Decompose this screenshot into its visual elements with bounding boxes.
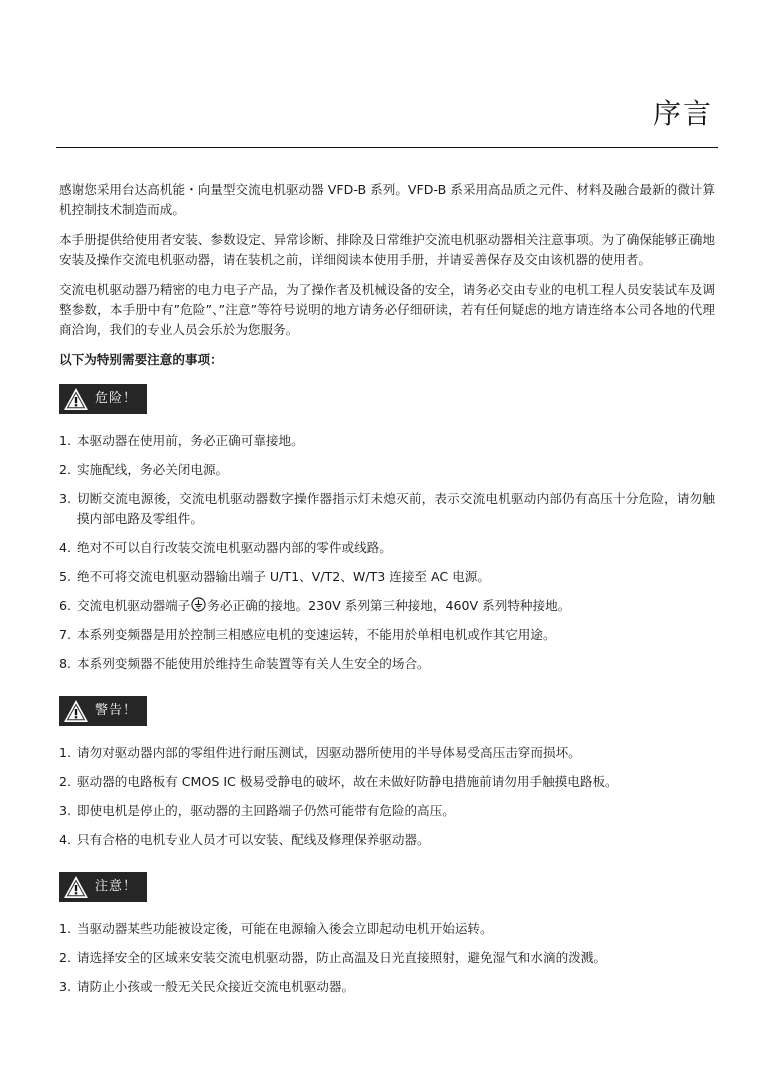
item-text: 实施配线，务必关闭电源。	[77, 462, 229, 477]
intro-paragraph: 交流电机驱动器乃精密的电力电子产品，为了操作者及机械设备的安全，请务必交由专业的电机工程人员安装试车及调整参数，本手册中有”危险”、”注意”等符号说明的地方请务必仔细研读，若有任何疑虑的地方请连络本公司各地的代理商洽询，我们的专业人员会乐於为您服务。	[59, 282, 715, 337]
notice-heading: 以下为特别需要注意的事项：	[59, 352, 223, 367]
item-text: 切断交流电源後，交流电机驱动器数字操作器指示灯未熄灭前，表示交流电机驱动内部仍有高压十分危险，请勿触摸内部电路及零组件。	[77, 491, 715, 526]
item-text: 即使电机是停止的，驱动器的主回路端子仍然可能带有危险的高压。	[77, 803, 455, 818]
item-number: 4.	[59, 540, 72, 555]
item-number: 7.	[59, 627, 72, 642]
item-text: 交流电机驱动器端子	[77, 598, 191, 613]
item-text: 只有合格的电机专业人员才可以安装、配线及修理保养驱动器。	[77, 832, 430, 847]
item-text: 请选择安全的区域来安装交流电机驱动器，防止高温及日光直接照射，避免湿气和水滴的泼溅。	[77, 950, 606, 965]
list-item	[59, 977, 715, 997]
title-divider	[56, 147, 718, 148]
list-item	[59, 567, 715, 587]
page-title: 序言	[652, 97, 713, 130]
list-item	[59, 948, 715, 968]
caution-badge	[59, 872, 147, 902]
item-number: 3.	[59, 803, 72, 818]
item-number: 8.	[59, 656, 72, 671]
list-item	[59, 743, 715, 763]
item-text: 本驱动器在使用前，务必正确可靠接地。	[77, 433, 304, 448]
list-item	[59, 489, 715, 529]
warning-triangle-icon	[63, 875, 89, 899]
list-item	[59, 772, 715, 792]
item-number: 1.	[59, 433, 72, 448]
item-number: 5.	[59, 569, 72, 584]
intro-paragraph: 感谢您采用台达高机能・向量型交流电机驱动器 VFD-B 系列。VFD-B 系采用高品质之元件、材料及融合最新的微计算机控制技术制造而成。	[59, 182, 715, 217]
intro-paragraph: 本手册提供给使用者安装、参数设定、异常诊断、排除及日常维护交流电机驱动器相关注意事项。为了确保能够正确地安装及操作交流电机驱动器，请在装机之前，详细阅读本使用手册，并请妥善保存及交由该机器的使用者。	[59, 232, 715, 267]
list-item	[59, 830, 715, 850]
warning-label: 警告！	[95, 703, 138, 718]
item-text: 务必正确的接地。230V 系列第三种接地，460V 系列特种接地。	[207, 598, 571, 613]
item-number: 2.	[59, 462, 72, 477]
item-text: 驱动器的电路板有 CMOS IC 极易受静电的破坏，故在未做好防静电措施前请勿用手触摸电路板。	[77, 774, 618, 789]
danger-label: 危险！	[95, 391, 138, 406]
warning-section	[59, 696, 715, 850]
list-item	[59, 431, 715, 451]
list-item	[59, 801, 715, 821]
list-item	[59, 596, 715, 616]
item-text: 本系列变频器不能使用於维持生命装置等有关人生安全的场合。	[77, 656, 430, 671]
item-text: 绝不可将交流电机驱动器输出端子 U/T1、V/T2、W/T3 连接至 AC 电源。	[77, 569, 490, 584]
warning-list	[59, 743, 715, 850]
item-number: 2.	[59, 950, 72, 965]
item-number: 2.	[59, 774, 72, 789]
item-number: 3.	[59, 979, 72, 994]
item-text: 当驱动器某些功能被设定後，可能在电源输入後会立即起动电机开始运转。	[77, 921, 493, 936]
list-item	[59, 460, 715, 480]
caution-list	[59, 919, 715, 997]
list-item	[59, 538, 715, 558]
warning-triangle-icon	[63, 699, 89, 723]
intro-section	[59, 180, 715, 370]
item-number: 1.	[59, 921, 72, 936]
item-number: 4.	[59, 832, 72, 847]
item-text: 本系列变频器是用於控制三相感应电机的变速运转，不能用於单相电机或作其它用途。	[77, 627, 556, 642]
item-text: 请防止小孩或一般无关民众接近交流电机驱动器。	[77, 979, 355, 994]
item-text: 绝对不可以自行改装交流电机驱动器内部的零件或线路。	[77, 540, 392, 555]
warning-triangle-icon	[63, 387, 89, 411]
item-number: 6.	[59, 598, 72, 613]
list-item	[59, 625, 715, 645]
document-body	[59, 180, 715, 1019]
danger-section	[59, 384, 715, 674]
caution-label: 注意！	[95, 879, 138, 894]
ground-icon	[191, 597, 206, 612]
list-item	[59, 654, 715, 674]
warning-badge	[59, 696, 147, 726]
list-item	[59, 919, 715, 939]
item-number: 3.	[59, 491, 72, 506]
item-text: 请勿对驱动器内部的零组件进行耐压测试，因驱动器所使用的半导体易受高压击穿而损坏。	[77, 745, 581, 760]
danger-list	[59, 431, 715, 674]
caution-section	[59, 872, 715, 997]
item-number: 1.	[59, 745, 72, 760]
danger-badge	[59, 384, 147, 414]
